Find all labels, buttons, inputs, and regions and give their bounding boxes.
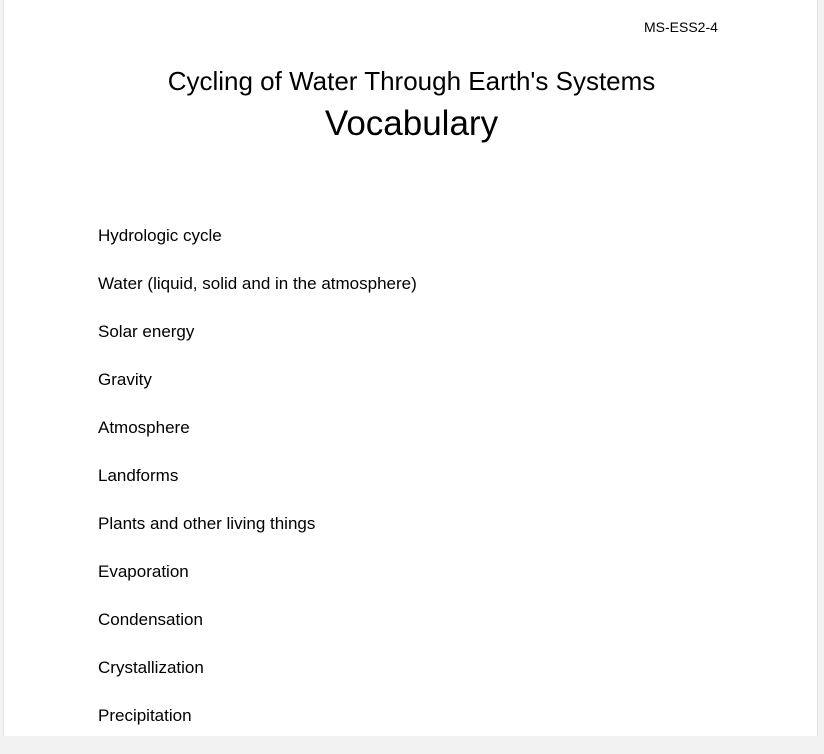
standard-code: MS-ESS2-4 (644, 19, 718, 35)
vocabulary-term: Precipitation (98, 706, 192, 725)
vocabulary-term: Solar energy (98, 322, 195, 341)
vocabulary-term: Water (liquid, solid and in the atmosphere) (98, 274, 417, 293)
vocabulary-list (98, 226, 417, 754)
vocabulary-term: Hydrologic cycle (98, 226, 222, 245)
vocabulary-term: Gravity (98, 370, 152, 389)
vocabulary-term: Landforms (98, 466, 179, 485)
page-subtitle: Vocabulary (324, 104, 499, 143)
vocabulary-term: Evaporation (98, 562, 189, 581)
vocabulary-term: Plants and other living things (98, 514, 316, 533)
vocabulary-term: Crystallization (98, 658, 204, 677)
document-page (3, 0, 818, 736)
vocabulary-term: Condensation (98, 610, 203, 629)
vocabulary-term: Atmosphere (98, 418, 190, 437)
page-title: Cycling of Water Through Earth's Systems (167, 66, 656, 96)
